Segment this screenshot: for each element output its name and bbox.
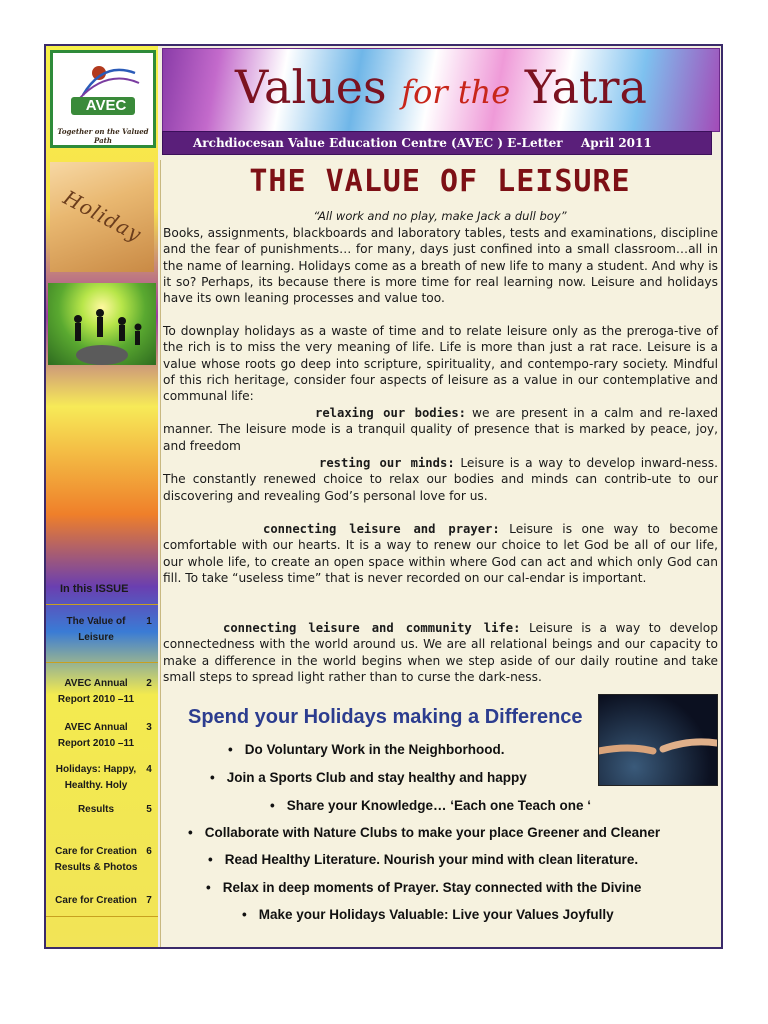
toc-item-label: Care for Creation <box>55 895 137 906</box>
aspect-resting-minds <box>163 455 718 504</box>
toc-item[interactable] <box>46 802 158 818</box>
holiday-tip: • Relax in deep moments of Prayer. Stay connected with the Divine <box>206 880 641 895</box>
logo-tagline: Together on the Valued Path <box>57 127 149 145</box>
holiday-tip: • Make your Holidays Valuable: Live your Values Joyfully <box>242 907 614 922</box>
aspect-community-life <box>163 620 718 685</box>
toc-item-label: Holidays: Happy, Healthy. Holy <box>55 764 137 791</box>
article-quote: “All work and no play, make Jack a dull boy” <box>313 209 567 223</box>
people-silhouette-icon <box>48 283 156 365</box>
article-paragraph-1: Books, assignments, blackboards and laboratory tables, tests and examinations, discipline and the fear of punishments… for many, days just confined into a small classroom…all in the name of learning. Holidays come as a breath of new life to many a student. And why is it so? Perhaps, its because there is more time for real learning now. Leisure and holidays have its own leaning processes and value too. <box>163 226 718 306</box>
aspect-heading: resting our minds: <box>319 456 455 470</box>
toc-item-label: AVEC Annual Report 2010 –11 <box>57 722 135 749</box>
holiday-tip: • Share your Knowledge… ‘Each one Teach one ‘ <box>270 798 591 813</box>
toc-item-page: 5 <box>146 804 152 815</box>
toc-item[interactable] <box>46 844 158 876</box>
aspect-heading: connecting leisure and community life: <box>223 621 521 635</box>
toc-item[interactable] <box>46 676 158 708</box>
holiday-tip: • Collaborate with Nature Clubs to make your place Greener and Cleaner <box>188 825 660 840</box>
masthead-title-yatra: Yatra <box>510 60 647 114</box>
toc-item-label: Care for Creation Results & Photos <box>54 846 138 873</box>
holiday-sand-image <box>50 162 154 272</box>
masthead-subtitle: Archdiocesan Value Education Centre (AVEC ) E-Letter <box>193 136 563 150</box>
toc-item-page: 4 <box>146 764 152 775</box>
aspect-text: Leisure is one way to become comfortable with our hearts. It is a way to renew our choice to let God be all of our life, our whole life, to create an open space within where God can act and which only God can fill. To take “useless time” that is never recorded on our cal-endar is important. <box>163 522 718 585</box>
holiday-tip: • Do Voluntary Work in the Neighborhood. <box>228 742 504 757</box>
aspect-leisure-prayer <box>163 521 718 586</box>
issue-date: April 2011 <box>581 136 652 150</box>
aspect-text: Leisure is a way to develop connectedness with the world around us. We are all relational beings and our capacity to make a difference in the world begins when we step aside of our daily routine and take small steps to spread light rather than to curse the dark-ness. <box>163 621 718 684</box>
toc-item-page: 6 <box>146 846 152 857</box>
avec-logo <box>50 50 156 148</box>
toc-item-page: 2 <box>146 678 152 689</box>
masthead-title-for-the: for the <box>401 73 511 111</box>
masthead-title-values: Values <box>235 60 402 114</box>
toc-item[interactable] <box>46 893 158 909</box>
article-paragraph-2: To downplay holidays as a waste of time and to relate leisure only as the preroga-tive of the rich is to miss the very meaning of life. Life is more than just a rat race. Leisure is a value whose roots go deep into scripture, spirituality, and contempo-rary society. Mindful of this rich heritage, consider four aspects of leisure as a value in our contemplative and communal life: <box>163 324 718 404</box>
toc-item[interactable] <box>46 762 158 794</box>
toc-item-page: 3 <box>146 722 152 733</box>
toc-divider <box>46 662 158 663</box>
in-this-issue-heading: In this ISSUE <box>60 583 129 595</box>
toc-item[interactable] <box>46 614 158 646</box>
masthead-title <box>163 57 719 122</box>
logo-name: AVEC <box>85 97 127 114</box>
toc-item-label: Results <box>77 804 115 815</box>
masthead-subtitle-bar <box>162 131 712 155</box>
toc-item[interactable] <box>46 720 158 752</box>
holiday-tip: • Join a Sports Club and stay healthy and happy <box>210 770 527 785</box>
toc-divider <box>46 604 158 605</box>
toc-divider <box>46 916 158 917</box>
toc-item-page: 7 <box>146 895 152 906</box>
people-silhouette-image <box>48 283 156 365</box>
masthead-banner <box>162 48 720 132</box>
aspect-relaxing-bodies <box>163 405 718 454</box>
aspect-text: Leisure is a way to develop inward-ness. The constantly renewed choice to relax our bodies and minds can contrib-ute to our discovering and revealing God’s personal love for us. <box>163 456 719 503</box>
toc-item-label: The Value of Leisure <box>66 616 126 643</box>
aspect-text: we are present in a calm and re-laxed manner. The leisure mode is a tranquil quality of presence that is marked by peace, joy, and freedom <box>163 406 718 453</box>
aspect-heading: relaxing our bodies: <box>315 406 466 420</box>
spend-holidays-heading: Spend your Holidays making a Difference <box>188 706 583 728</box>
article-title: THE VALUE OF LEISURE <box>249 164 631 199</box>
aspect-heading: connecting leisure and prayer: <box>263 522 500 536</box>
reaching-hands-image <box>598 694 718 786</box>
holiday-tip: • Read Healthy Literature. Nourish your mind with clean literature. <box>208 852 638 867</box>
hands-icon <box>599 695 717 785</box>
toc-item-page: 1 <box>146 616 152 627</box>
holiday-word: Holiday <box>59 185 146 247</box>
toc-item-label: AVEC Annual Report 2010 –11 <box>57 678 135 705</box>
